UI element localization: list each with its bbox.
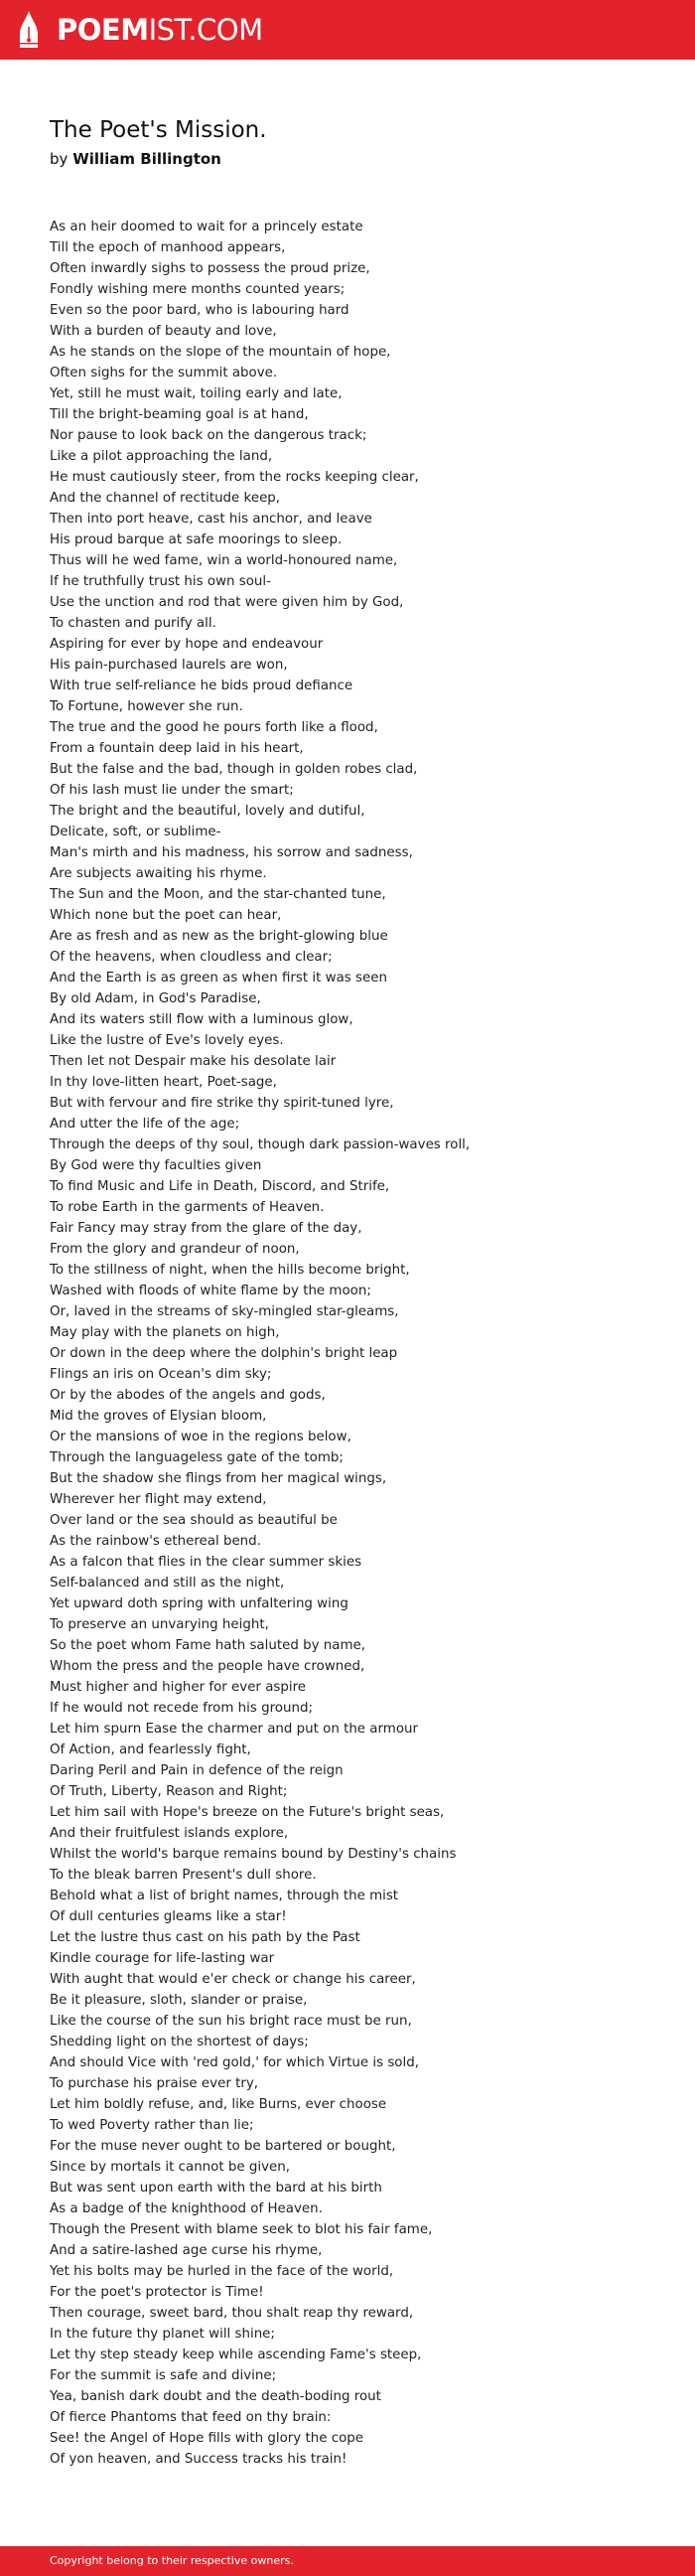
poem-line: Or down in the deep where the dolphin's bright leap: [50, 1346, 398, 1361]
poem-line: Of the heavens, when cloudless and clear;: [50, 950, 333, 965]
poem-line: Even so the poor bard, who is labouring hard: [50, 303, 349, 318]
poem-line: As a falcon that flies in the clear summer skies: [50, 1555, 362, 1570]
logo-text-light: IST.COM: [148, 13, 263, 47]
poem-line: Let the lustre thus cast on his path by the Past: [50, 1930, 360, 1945]
poem-line: Which none but the poet can hear,: [50, 908, 282, 923]
poem-line: Let him boldly refuse, and, like Burns, ever choose: [50, 2097, 387, 2112]
site-footer: [0, 2546, 695, 2576]
poem-line: By old Adam, in God's Paradise,: [50, 991, 261, 1006]
poem-byline: [50, 149, 267, 169]
poem-line: Shedding light on the shortest of days;: [50, 2035, 309, 2049]
poem-line: And the Earth is as green as when first it was seen: [50, 971, 387, 985]
poem-line: Behold what a list of bright names, through the mist: [50, 1889, 399, 1903]
poem-line: And its waters still flow with a luminous glow,: [50, 1012, 353, 1027]
poem-line: To the bleak barren Present's dull shore.: [50, 1868, 317, 1883]
poem-line: Then into port heave, cast his anchor, and leave: [50, 512, 372, 527]
poem-line: Wherever her flight may extend,: [50, 1492, 267, 1507]
poem-line: Though the Present with blame seek to blot his fair fame,: [50, 2222, 433, 2237]
poem-line: Then let not Despair make his desolate lair: [50, 1054, 337, 1069]
site-logo-text: [57, 9, 263, 51]
poem-line: Through the languageless gate of the tomb;: [50, 1450, 344, 1465]
poem-line: His pain-purchased laurels are won,: [50, 658, 288, 673]
poem-line: With aught that would e'er check or change his career,: [50, 1972, 416, 1987]
poem-line: Yet, still he must wait, toiling early and late,: [50, 386, 343, 401]
poem-line: In thy love-litten heart, Poet-sage,: [50, 1075, 277, 1090]
poem-line: Washed with floods of white flame by the moon;: [50, 1284, 371, 1298]
poem-line: The true and the good he pours forth like a flood,: [50, 720, 378, 735]
poem-line: Or by the abodes of the angels and gods,: [50, 1388, 326, 1403]
poem-line: As he stands on the slope of the mountain of hope,: [50, 345, 391, 360]
poem-line: Man's mirth and his madness, his sorrow and sadness,: [50, 845, 413, 860]
copyright-text: Copyright belong to their respective owners.: [50, 2554, 294, 2567]
poem-line: So the poet whom Fame hath saluted by name,: [50, 1638, 366, 1653]
poem-line: His proud barque at safe moorings to sleep.: [50, 532, 343, 547]
poem-line: Use the unction and rod that were given him by God,: [50, 595, 404, 610]
poem-line: Like the lustre of Eve's lovely eyes.: [50, 1033, 284, 1048]
poem-line: Whom the press and the people have crowned,: [50, 1659, 365, 1674]
poem-line: Through the deeps of thy soul, though dark passion-waves roll,: [50, 1137, 471, 1152]
poem-line: Nor pause to look back on the dangerous track;: [50, 428, 367, 443]
site-logo-link[interactable]: [18, 9, 263, 51]
poem-line: But was sent upon earth with the bard at his birth: [50, 2181, 382, 2196]
poem-line: As an heir doomed to wait for a princely estate: [50, 220, 363, 234]
poem-line: To Fortune, however she run.: [50, 699, 243, 714]
poem-line: As the rainbow's ethereal bend.: [50, 1534, 261, 1549]
poem-line: To chasten and purify all.: [50, 616, 216, 631]
poem-line: Be it pleasure, sloth, slander or praise,: [50, 1993, 308, 2008]
poem-line: Of Truth, Liberty, Reason and Right;: [50, 1784, 288, 1799]
poem-line: Whilst the world's barque remains bound by Destiny's chains: [50, 1847, 457, 1862]
poem-line: And a satire-lashed age curse his rhyme,: [50, 2243, 323, 2258]
poem-line: Flings an iris on Ocean's dim sky;: [50, 1367, 272, 1382]
poem-line: The bright and the beautiful, lovely and dutiful,: [50, 804, 365, 819]
poem-line: The Sun and the Moon, and the star-chanted tune,: [50, 887, 386, 902]
pen-nib-icon: [18, 10, 40, 50]
poem-line: By God were thy faculties given: [50, 1158, 262, 1173]
poem-line: In the future thy planet will shine;: [50, 2327, 275, 2342]
poem-line: With a burden of beauty and love,: [50, 324, 277, 339]
poem-line: Let thy step steady keep while ascending Fame's steep,: [50, 2348, 422, 2362]
poem-line: Yet upward doth spring with unfaltering wing: [50, 1596, 348, 1611]
site-header: [0, 0, 695, 60]
poem-line: Let him sail with Hope's breeze on the Future's bright seas,: [50, 1805, 445, 1820]
poem-line: Mid the groves of Elysian bloom,: [50, 1409, 267, 1424]
poem-line: And their fruitfulest islands explore,: [50, 1826, 289, 1841]
poem-line: For the poet's protector is Time!: [50, 2285, 264, 2300]
poem-line: Or the mansions of woe in the regions below,: [50, 1430, 351, 1444]
poem-line: To purchase his praise ever try,: [50, 2076, 259, 2091]
poem-line: Are subjects awaiting his rhyme.: [50, 866, 267, 881]
poem-line: Often sighs for the summit above.: [50, 366, 278, 380]
poem-line: Of Action, and fearlessly fight,: [50, 1743, 251, 1757]
poem-title: The Poet's Mission.: [50, 117, 267, 143]
poem-line: As a badge of the knighthood of Heaven.: [50, 2201, 323, 2216]
poem-line: Over land or the sea should as beautiful be: [50, 1513, 338, 1528]
poem-line: Self-balanced and still as the night,: [50, 1576, 285, 1591]
poem-line: He must cautiously steer, from the rocks keeping clear,: [50, 470, 419, 485]
poem-line: Of dull centuries gleams like a star!: [50, 1909, 287, 1924]
poem-line: Of yon heaven, and Success tracks his train!: [50, 2452, 348, 2467]
poem-line: From a fountain deep laid in his heart,: [50, 741, 304, 756]
poem-line: And should Vice with 'red gold,' for which Virtue is sold,: [50, 2055, 419, 2070]
poem-line: Till the epoch of manhood appears,: [50, 240, 286, 255]
poem-line: Are as fresh and as new as the bright-glowing blue: [50, 929, 388, 944]
poem-line: Fondly wishing mere months counted years;: [50, 282, 346, 297]
poem-line: To robe Earth in the garments of Heaven.: [50, 1200, 325, 1215]
poem-line: For the muse never ought to be bartered or bought,: [50, 2139, 396, 2154]
poem-line: Fair Fancy may stray from the glare of the day,: [50, 1221, 362, 1236]
by-label: by: [50, 150, 69, 168]
poem-line: Of his lash must lie under the smart;: [50, 783, 294, 798]
poem-line: Like a pilot approaching the land,: [50, 449, 273, 464]
poem-line: Yet his bolts may be hurled in the face of the world,: [50, 2264, 394, 2279]
poem-line: Let him spurn Ease the charmer and put on the armour: [50, 1722, 419, 1737]
poem-line: To find Music and Life in Death, Discord, and Strife,: [50, 1179, 390, 1194]
poem-heading: [50, 113, 267, 169]
poem-line: Kindle courage for life-lasting war: [50, 1951, 275, 1966]
poem-line: Must higher and higher for ever aspire: [50, 1680, 307, 1695]
poem-line: Like the course of the sun his bright race must be run,: [50, 2014, 412, 2029]
poem-line: Often inwardly sighs to possess the proud prize,: [50, 261, 370, 276]
poem-line: Since by mortals it cannot be given,: [50, 2160, 290, 2175]
author-link[interactable]: William Billington: [72, 150, 221, 168]
poem-line: With true self-reliance he bids proud defiance: [50, 679, 353, 693]
poem-line: But with fervour and fire strike thy spirit-tuned lyre,: [50, 1096, 394, 1111]
logo-text-bold: POEM: [57, 13, 149, 47]
poem-line: But the false and the bad, though in golden robes clad,: [50, 762, 418, 777]
poem-line: To the stillness of night, when the hills become bright,: [50, 1263, 410, 1278]
poem-line: And utter the life of the age;: [50, 1117, 240, 1132]
poem-line: Thus will he wed fame, win a world-honoured name,: [50, 553, 398, 568]
poem-line: For the summit is safe and divine;: [50, 2368, 277, 2383]
poem-body: [50, 217, 665, 2470]
poem-line: Till the bright-beaming goal is at hand,: [50, 407, 309, 422]
poem-line: Of fierce Phantoms that feed on thy brain:: [50, 2410, 332, 2425]
poem-line: Daring Peril and Pain in defence of the reign: [50, 1763, 344, 1778]
poem-line: If he would not recede from his ground;: [50, 1701, 313, 1716]
poem-line: From the glory and grandeur of noon,: [50, 1242, 300, 1257]
poem-line: If he truthfully trust his own soul-: [50, 574, 271, 589]
poem-line: Delicate, soft, or sublime-: [50, 825, 221, 839]
poem-line: Yea, banish dark doubt and the death-boding rout: [50, 2389, 381, 2404]
poem-line: See! the Angel of Hope fills with glory the cope: [50, 2431, 364, 2446]
poem-line: Or, laved in the streams of sky-mingled star-gleams,: [50, 1304, 399, 1319]
poem-line: Then courage, sweet bard, thou shalt reap thy reward,: [50, 2306, 414, 2321]
poem-line: And the channel of rectitude keep,: [50, 491, 281, 506]
poem-line: May play with the planets on high,: [50, 1325, 280, 1340]
poem-line: To wed Poverty rather than lie;: [50, 2118, 254, 2133]
poem-line: To preserve an unvarying height,: [50, 1617, 269, 1632]
poem-line: But the shadow she flings from her magical wings,: [50, 1471, 387, 1486]
poem-line: Aspiring for ever by hope and endeavour: [50, 637, 324, 652]
